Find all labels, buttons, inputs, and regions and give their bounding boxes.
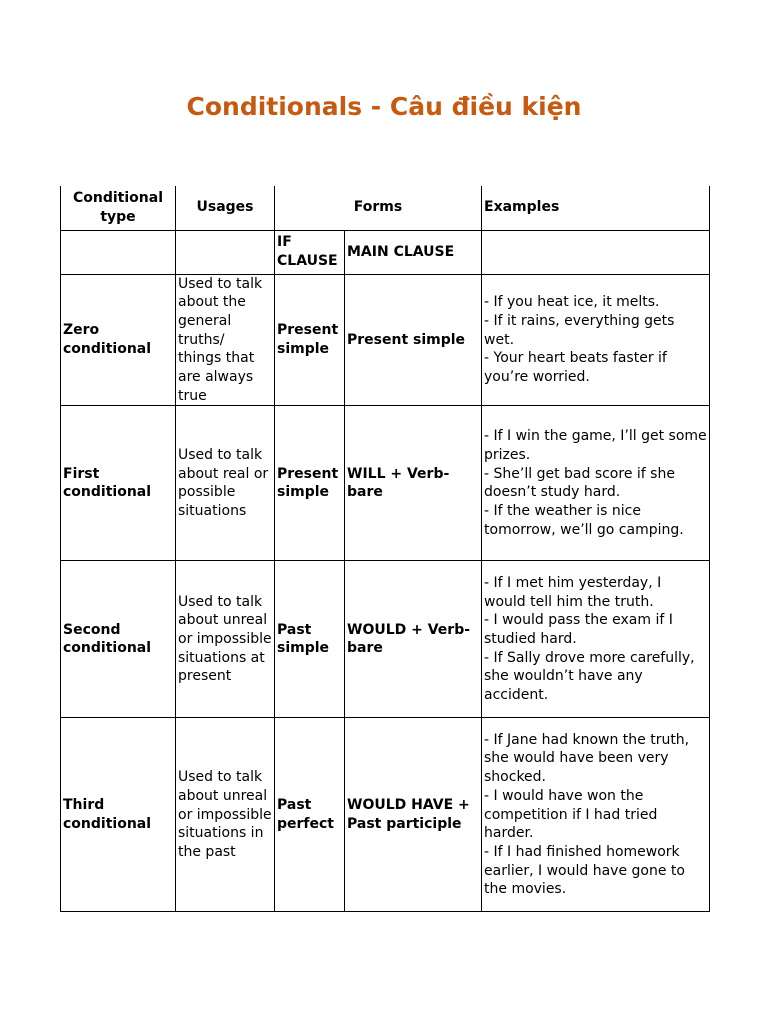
header-examples: Examples (482, 186, 710, 230)
row-usage: Used to talk about unreal or impossible situations at present (176, 561, 275, 718)
row-usage: Used to talk about real or possible situations (176, 406, 275, 561)
subheader-empty-examples (482, 230, 710, 274)
row-main-clause: WILL + Verb-bare (345, 406, 482, 561)
row-conditional-type: Second conditional (61, 561, 176, 718)
row-examples: - If you heat ice, it melts. - If it rains, everything gets wet. - Your heart beats faster if you’re worried. (482, 274, 710, 406)
subheader-empty-type (61, 230, 176, 274)
row-main-clause: Present simple (345, 274, 482, 406)
row-usage: Used to talk about the general truths/ things that are always true (176, 274, 275, 406)
row-conditional-type: Zero conditional (61, 274, 176, 406)
row-if-clause: Present simple (275, 406, 345, 561)
table-row (61, 718, 710, 912)
table-header-row (61, 186, 710, 230)
row-examples: - If I win the game, I’ll get some prizes. - She’ll get bad score if she doesn’t study hard. - If the weather is nice tomorrow, we’ll go camping. (482, 406, 710, 561)
table-row (61, 406, 710, 561)
subheader-main-clause: MAIN CLAUSE (345, 230, 482, 274)
row-conditional-type: Third conditional (61, 718, 176, 912)
row-examples: - If Jane had known the truth, she would have been very shocked. - I would have won the competition if I had tried harder. - If I had finished homework earlier, I would have gone to the movies. (482, 718, 710, 912)
conditionals-table (60, 186, 710, 912)
table-row (61, 274, 710, 406)
row-examples: - If I met him yesterday, I would tell him the truth. - I would pass the exam if I studied hard. - If Sally drove more carefully, she wouldn’t have any accident. (482, 561, 710, 718)
row-main-clause: WOULD + Verb-bare (345, 561, 482, 718)
header-conditional-type: Conditional type (61, 186, 176, 230)
subheader-empty-usages (176, 230, 275, 274)
row-if-clause: Past simple (275, 561, 345, 718)
row-conditional-type: First conditional (61, 406, 176, 561)
page-title: Conditionals - Câu điều kiện (186, 92, 582, 121)
table-row (61, 561, 710, 718)
header-forms: Forms (275, 186, 482, 230)
row-usage: Used to talk about unreal or impossible situations in the past (176, 718, 275, 912)
subheader-if-clause: IF CLAUSE (275, 230, 345, 274)
row-if-clause: Past perfect (275, 718, 345, 912)
row-main-clause: WOULD HAVE + Past participle (345, 718, 482, 912)
header-usages: Usages (176, 186, 275, 230)
row-if-clause: Present simple (275, 274, 345, 406)
table-subheader-row (61, 230, 710, 274)
